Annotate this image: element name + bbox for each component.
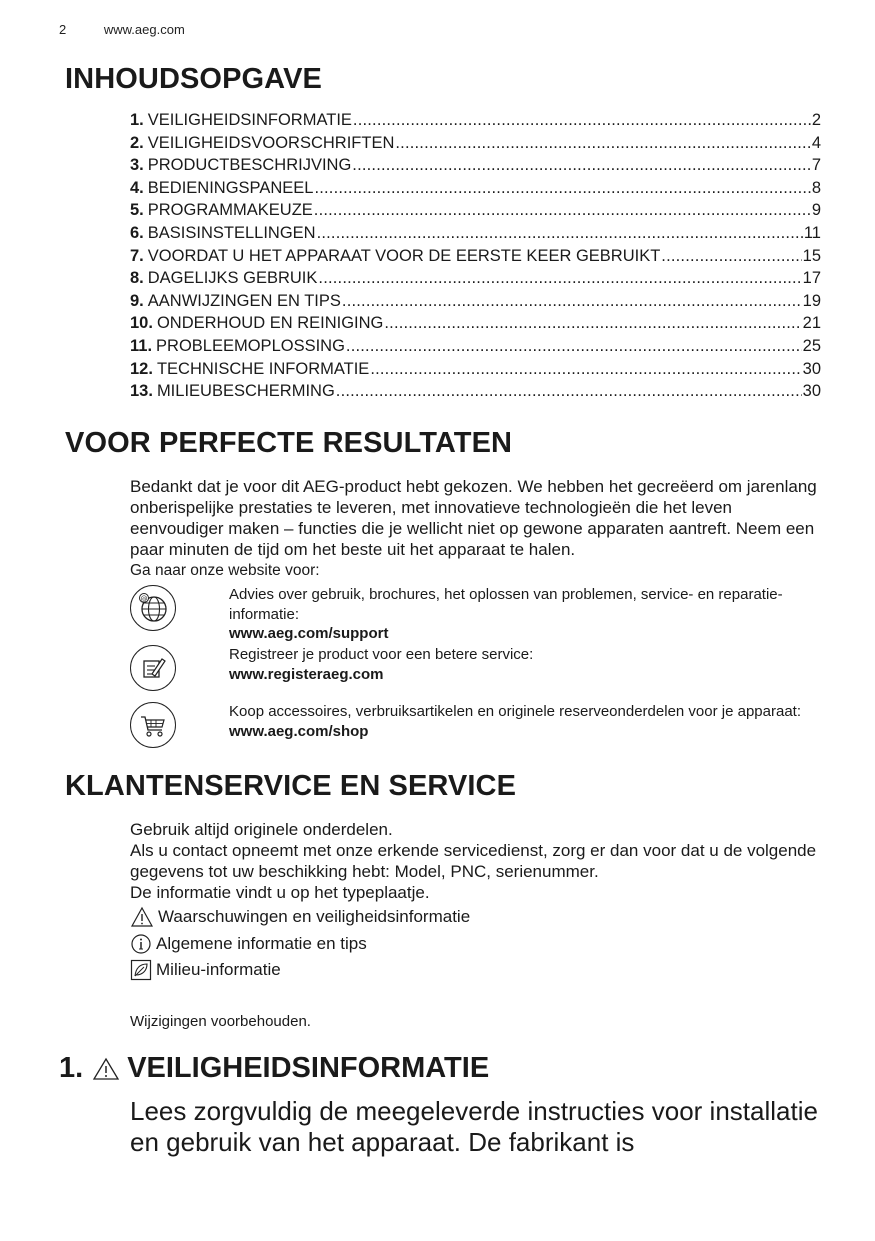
page-header [59,22,219,37]
support-link[interactable]: www.aeg.com/support [229,625,389,642]
resource-register [130,645,830,703]
environment-leaf-icon [130,959,152,981]
toc-item-number: 10. [130,314,153,333]
toc-item-label: MILIEUBESCHERMING [156,382,335,401]
safety-number: 1. [59,1052,84,1084]
toc-item[interactable] [130,179,821,202]
resource-support [130,585,830,643]
toc-item-label: ONDERHOUD EN REINIGING [156,314,384,333]
resource-support-text: Advies over gebruik, brochures, het oplossen van problemen, service- en reparatie-informatie: [229,586,783,623]
shopping-cart-icon [130,702,176,748]
toc-item-number: 3. [130,156,144,175]
toc-leader-dots [342,292,802,311]
toc-item-page: 4 [811,133,821,152]
toc-item-label: BEDIENINGSPANEEL [147,178,314,197]
toc-leader-dots [384,314,801,333]
svg-text:@: @ [140,595,148,603]
toc-item-label: TECHNISCHE INFORMATIE [156,359,370,378]
toc-item-number: 7. [130,246,144,265]
safety-heading [59,1052,489,1085]
results-intro: Bedankt dat je voor dit AEG-product hebt gekozen. We hebben het gecreëerd om jarenlang onberispelijke prestaties te leveren, met innovatieve technologieën die het leven eenvoudiger maken – functies die je wellicht niet op gewone apparaten aantreft. Neem een paar minuten de tijd om het beste uit het apparaat te halen. [130,477,817,559]
toc-item-page: 7 [811,156,821,175]
toc-item-page: 30 [802,382,821,401]
toc-item-number: 5. [130,201,144,220]
toc-item[interactable] [130,269,821,292]
toc-item-page: 17 [802,269,821,288]
toc-item[interactable] [130,337,821,360]
register-pen-icon [130,645,176,691]
table-of-contents [130,111,821,405]
toc-item-page: 2 [811,111,821,129]
toc-item-number: 2. [130,133,144,152]
toc-item-page: 25 [802,336,821,355]
toc-leader-dots [353,111,811,130]
page-number: 2 [59,22,67,37]
toc-item[interactable] [130,156,821,179]
toc-item-number: 9. [130,291,144,310]
service-title: KLANTENSERVICE EN SERVICE [65,770,517,802]
toc-leader-dots [352,156,811,175]
toc-leader-dots [336,382,802,401]
toc-item[interactable] [130,314,821,337]
toc-item-label: DAGELIJKS GEBRUIK [147,269,318,288]
register-link[interactable]: www.registeraeg.com [229,665,384,683]
toc-item-label: VEILIGHEIDSVOORSCHRIFTEN [147,133,395,152]
toc-item-label: PRODUCTBESCHRIJVING [147,156,352,175]
toc-item[interactable] [130,360,821,383]
toc-item-label: BASISINSTELLINGEN [147,223,316,242]
toc-item-label: PROBLEEMOPLOSSING [156,336,345,355]
legend-info [130,933,367,955]
toc-leader-dots [318,269,801,288]
toc-item-page: 8 [811,178,821,197]
toc-item-number: 8. [130,269,144,288]
website-intro: Ga naar onze website voor: [130,562,320,579]
toc-leader-dots [314,201,811,220]
legend-info-label: Algemene informatie en tips [156,934,367,953]
toc-item[interactable] [130,134,821,157]
safety-intro: Lees zorgvuldig de meegeleverde instructies voor installatie en gebruik van het apparaat. De fabrikant is [130,1096,818,1157]
toc-item[interactable] [130,247,821,270]
toc-item-label: VOORDAT U HET APPARAAT VOOR DE EERSTE KEER GEBRUIKT [147,246,661,265]
legend-warning [130,906,470,928]
toc-item-number: 4. [130,178,144,197]
toc-item[interactable] [130,292,821,315]
shop-link[interactable]: www.aeg.com/shop [229,722,369,740]
resource-shop-text: Koop accessoires, verbruiksartikelen en originele reserveonderdelen voor je apparaat: [229,703,801,720]
toc-leader-dots [395,134,810,153]
toc-item-page: 30 [802,359,821,378]
service-line-1: Gebruik altijd originele onderdelen. [130,820,393,839]
safety-title: VEILIGHEIDSINFORMATIE [127,1052,490,1084]
toc-leader-dots [661,247,801,266]
toc-title: INHOUDSOPGAVE [65,63,322,95]
toc-item-number: 6. [130,223,144,242]
toc-item-label: AANWIJZINGEN EN TIPS [147,291,341,310]
toc-item[interactable] [130,224,821,247]
toc-item-label: PROGRAMMAKEUZE [147,201,313,220]
toc-leader-dots [346,337,802,356]
resource-shop [130,702,830,760]
disclaimer: Wijzigingen voorbehouden. [130,1013,311,1030]
toc-item[interactable] [130,111,821,134]
toc-leader-dots [317,224,803,243]
info-icon [130,933,152,955]
site-url: www.aeg.com [103,22,185,37]
toc-item-number: 11. [130,336,153,355]
service-line-3: De informatie vindt u op het typeplaatje. [130,883,430,902]
toc-item-page: 9 [811,201,821,220]
warning-icon [130,906,154,928]
resource-register-text: Registreer je product voor een betere service: [229,646,534,663]
service-line-2: Als u contact opneemt met onze erkende servicedienst, zorg er dan voor dat u de volgende gegevens tot uw beschikking hebt: Model, PNC, serienummer. [130,841,817,881]
warning-icon [91,1055,121,1083]
toc-item[interactable] [130,382,821,405]
toc-item[interactable] [130,201,821,224]
legend-warning-label: Waarschuwingen en veiligheidsinformatie [158,907,471,926]
toc-item-label: VEILIGHEIDSINFORMATIE [147,111,352,129]
toc-item-page: 11 [803,223,821,242]
globe-support-icon [130,585,176,631]
legend-environment [130,959,281,981]
toc-item-number: 12. [130,359,153,378]
toc-item-page: 19 [802,291,821,310]
toc-leader-dots [370,360,801,379]
toc-item-page: 21 [802,314,821,333]
toc-item-number: 1. [130,111,144,129]
toc-item-page: 15 [802,246,821,265]
results-title: VOOR PERFECTE RESULTATEN [65,427,513,459]
toc-leader-dots [314,179,810,198]
toc-item-number: 13. [130,382,153,401]
legend-environment-label: Milieu-informatie [156,960,281,979]
